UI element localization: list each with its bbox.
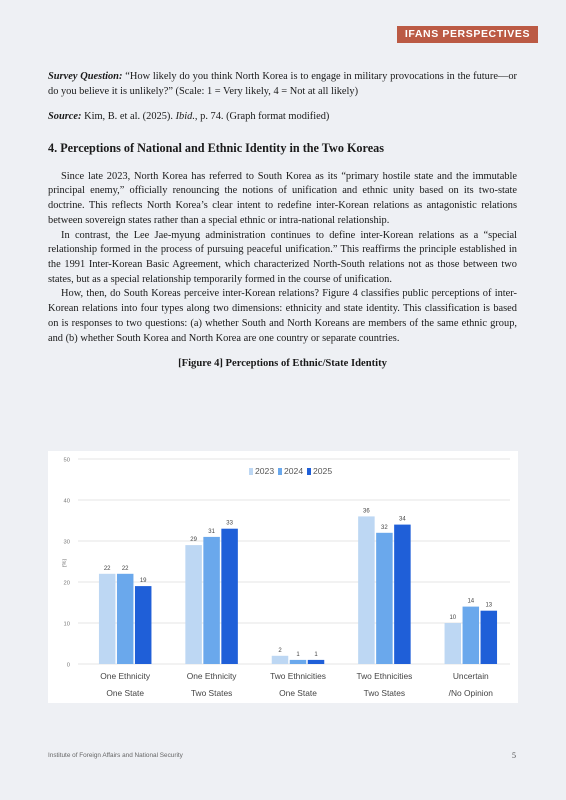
data-label: 2 [278, 647, 282, 654]
data-label: 31 [208, 528, 215, 535]
source-note [48, 110, 517, 125]
data-label: 22 [121, 565, 129, 572]
paragraph: In contrast, the Lee Jae-myung administration continues to define inter-Korean relations as a “special relationship formed in the process of pursuing peaceful unification.” This reaffirms the principle established in the 1991 Inter-Korean Basic Agreement, which characterized North-South relations not as those between two states, but as a special relationship temporarily formed in the course of unification. [48, 229, 517, 285]
y-tick-label: 10 [63, 621, 70, 628]
data-label: 1 [314, 651, 318, 658]
y-axis-label: (%) [62, 558, 68, 568]
data-label: 36 [363, 508, 370, 515]
data-label: 34 [399, 516, 406, 523]
source-pre: Kim, B. et al. (2025). [81, 111, 176, 123]
section-heading: 4. Perceptions of National and Ethnic Identity in the Two Koreas [48, 140, 384, 155]
footer-institution: Institute of Foreign Affairs and National Security [48, 752, 183, 759]
legend-swatch [307, 468, 311, 475]
bar [185, 545, 202, 664]
survey-text: “How likely do you think North Korea is to engage in military provocations in the future—or do you believe it is unlikely?” (Scale: 1 = Very likely, 4 = Not at all likely) [48, 71, 517, 97]
bar [481, 611, 498, 664]
category-label: One Ethnicity [100, 671, 151, 681]
source-label: Source: [48, 111, 82, 123]
category-label: Two Ethnicities [270, 671, 326, 681]
data-label: 22 [103, 565, 111, 572]
chart [48, 451, 518, 703]
data-label: 29 [190, 537, 197, 544]
data-label: 13 [485, 602, 493, 609]
series-banner: IFANS PERSPECTIVES [397, 26, 538, 43]
legend-swatch [278, 468, 282, 475]
category-label: One State [106, 688, 145, 698]
paragraph: How, then, do South Koreas perceive inter-Korean relations? Figure 4 classifies public perceptions of inter-Korean relations into four types along two dimensions: ethnicity and state identity. This classification is based on is responses to two questions: (a) whether South and North Koreans are members of the same ethnic group, and (b) whether South Korea and North Korea are one country or separate countries. [48, 288, 517, 344]
legend-label: 2025 [313, 466, 333, 476]
bar [445, 623, 462, 664]
page-number: 5 [512, 751, 516, 760]
paragraph: Since late 2023, North Korea has referred to South Korea as its “primary hostile state and the immutable principal enemy,” officially renouncing the notions of unification and ethnic unity based on its two-state doctrine. This reflects North Korea’s clear intent to redefine inter-Korean relations as antagonistic relations between sovereign states rather than a special ethnic or intra-national relationship. [48, 170, 517, 226]
y-tick-label: 0 [66, 662, 70, 669]
data-label: 10 [449, 615, 457, 621]
y-tick-label: 30 [63, 539, 70, 546]
section-body [48, 170, 517, 346]
y-tick-label: 20 [63, 580, 70, 587]
chart-svg [48, 451, 518, 703]
bar [272, 656, 289, 664]
bar [394, 525, 411, 664]
survey-question [48, 70, 517, 99]
category-label: Two States [363, 688, 406, 698]
data-label: 32 [381, 524, 388, 531]
bar [358, 516, 375, 664]
data-label: 14 [467, 598, 475, 605]
bar [135, 586, 152, 664]
category-label: /No Opinion [448, 688, 493, 698]
bar [290, 660, 307, 664]
category-label: Two States [190, 688, 233, 698]
bar [99, 574, 116, 664]
bar [463, 607, 480, 664]
survey-label: Survey Question: [48, 71, 123, 82]
legend-swatch [249, 468, 253, 475]
category-label: Two Ethnicities [356, 671, 413, 681]
y-tick-label: 50 [63, 457, 70, 464]
source-post: , p. 74. (Graph format modified) [194, 111, 330, 123]
bar [117, 574, 134, 664]
bar [203, 537, 220, 664]
legend-label: 2024 [284, 466, 304, 476]
bar [308, 660, 325, 664]
source-ibid: Ibid. [175, 111, 195, 123]
category-label: One State [279, 688, 317, 698]
legend-label: 2023 [255, 466, 275, 476]
y-tick-label: 40 [63, 498, 70, 505]
figure-title: [Figure 4] Perceptions of Ethnic/State Identity [178, 358, 387, 370]
data-label: 19 [139, 578, 147, 585]
main-content [48, 70, 517, 378]
category-label: Uncertain [452, 671, 489, 681]
bar [376, 533, 393, 664]
category-label: One Ethnicity [186, 671, 237, 681]
data-label: 1 [296, 651, 300, 658]
bar [221, 529, 238, 664]
data-label: 33 [226, 520, 233, 527]
